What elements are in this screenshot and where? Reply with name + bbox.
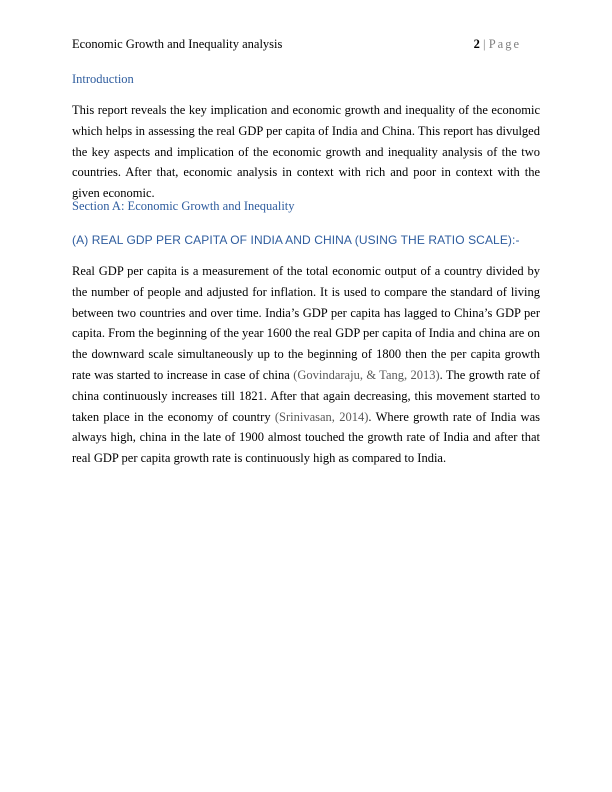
citation-srinivasan: (Srinivasan, 2014) bbox=[274, 409, 369, 424]
body-text-part-1: Real GDP per capita is a measurement of the total economic output of a country divided by the number of people and adjusted for inflation. It is used to compare the standard of living between two countries and over time. India’s GDP per capita has lagged to China’s GDP per capita. From the beginning of the year 1600 the real GDP per capita of India and china are on the downward scale simultaneously up to the beginning of 1800 then the per capita growth rate was started to increase in case of china bbox=[72, 264, 540, 382]
header-title: Economic Growth and Inequality analysis bbox=[72, 37, 283, 51]
body-text-part-2: . The growth rate of china continuously increases till 1821. After that again decreasing, this movement started to taken place in the economy of country bbox=[72, 367, 541, 424]
page-header bbox=[72, 36, 540, 52]
body-text-part-3: . Where growth rate of India was always high, china in the late of 1900 almost touched the growth rate of India and after that real GDP per capita growth rate is continuously high as compared to India. bbox=[72, 409, 540, 466]
page-separator: | bbox=[483, 37, 486, 51]
page-number: 2 bbox=[473, 37, 480, 51]
introduction-heading: Introduction bbox=[72, 72, 134, 86]
introduction-paragraph: This report reveals the key implication and economic growth and inequality of the economic which helps in assessing the real GDP per capita of India and China. This report has divulged the key aspects and implication of the economic growth and inequality analysis of the two countries. After that, economic analysis in context with rich and poor in context with the given economic. bbox=[72, 103, 540, 201]
page-word: Page bbox=[488, 37, 521, 51]
section-a-heading: Section A: Economic Growth and Inequality bbox=[72, 199, 295, 213]
body-paragraph bbox=[72, 261, 540, 469]
subsection-heading: (A) REAL GDP PER CAPITA OF INDIA AND CHINA (USING THE RATIO SCALE):- bbox=[72, 233, 520, 247]
citation-govindaraju: (Govindaraju, & Tang, 2013) bbox=[293, 367, 440, 382]
page-number-label bbox=[474, 36, 521, 52]
